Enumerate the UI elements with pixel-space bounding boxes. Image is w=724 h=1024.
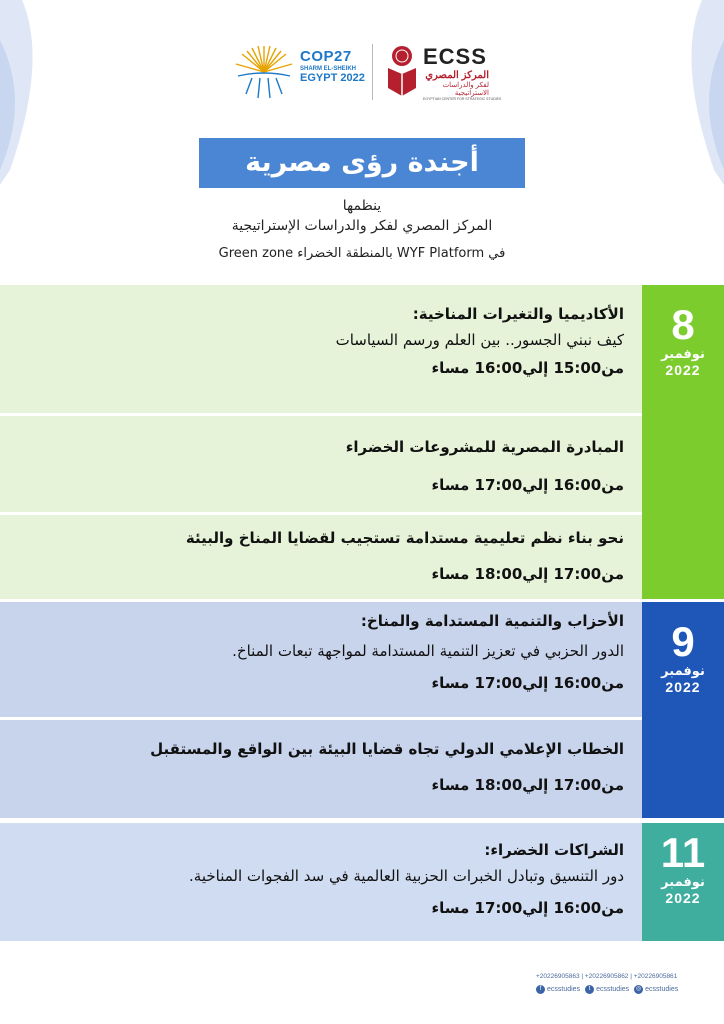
session-heading: الخطاب الإعلامي الدولي تجاه قضايا البيئة بين الواقع والمستقبل: [150, 740, 624, 758]
cop27-country-year: EGYPT 2022: [300, 72, 365, 84]
cop27-logo-text: [300, 48, 365, 84]
ecss-arabic-name: المركز المصري: [425, 70, 489, 81]
ecss-emblem-icon: [384, 44, 420, 98]
day-section-11: [0, 823, 724, 941]
session-time: من16:00 إلي17:00 مساء: [431, 476, 624, 494]
session-time: من17:00 إلي18:00 مساء: [431, 776, 624, 794]
ecss-arabic-subtitle: لفكر والدراسات الاستراتيجية: [442, 82, 489, 97]
date-year: 2022: [665, 679, 701, 695]
twitter-icon: t: [585, 985, 594, 994]
session-heading: الأكاديميا والتغيرات المناخية:: [412, 305, 624, 323]
twitter-link[interactable]: [585, 985, 629, 994]
twitter-handle: ecsstudies: [596, 986, 630, 993]
session-subtitle: الدور الحزبي في تعزيز التنمية المستدامة لمواجهة تبعات المناخ.: [232, 642, 624, 660]
facebook-icon: f: [536, 985, 545, 994]
session-heading: الأحزاب والتنمية المستدامة والمناخ:: [360, 612, 624, 630]
date-year: 2022: [665, 890, 701, 906]
session-item: [0, 285, 642, 413]
session-heading: نحو بناء نظم تعليمية مستدامة تستجيب لقضايا المناخ والبيئة: [185, 529, 624, 547]
date-column: [642, 602, 724, 818]
date-column: [642, 823, 724, 941]
session-heading: الشراكات الخضراء:: [484, 841, 624, 859]
session-subtitle: دور التنسيق وتبادل الخبرات الحزبية العالمية في سد الفجوات المناخية.: [189, 867, 624, 885]
session-item: [0, 602, 642, 717]
facebook-handle: ecsstudies: [547, 986, 581, 993]
ecss-logo-text: [423, 44, 501, 101]
ecss-english-name: EGYPTIAN CENTER FOR STRATEGIC STUDIES: [423, 97, 502, 101]
date-month: نوفمبر: [661, 347, 705, 362]
session-subtitle: كيف نبني الجسور.. بين العلم ورسم السياسات: [335, 331, 624, 349]
social-links: [536, 985, 702, 994]
header-logos: [0, 38, 724, 108]
date-day: 9: [671, 618, 695, 665]
logo-divider: [372, 44, 373, 100]
date-day: 8: [671, 301, 695, 348]
session-time: من15:00 إلي16:00 مساء: [431, 359, 624, 377]
day-section-9: [0, 602, 724, 818]
cop27-wordmark: COP27: [300, 48, 352, 65]
session-item: [0, 720, 642, 818]
organizer-venue: في WYF Platform بالمنطقة الخضراء Green zone: [218, 246, 506, 261]
contact-footer: [536, 973, 702, 994]
date-year: 2022: [665, 362, 701, 378]
session-item: [0, 823, 642, 941]
session-time: من16:00 إلي17:00 مساء: [431, 899, 624, 917]
organizer-name: المركز المصري لفكر والدراسات الإستراتيجية: [231, 218, 493, 234]
page-title: أجندة رؤى مصرية: [199, 138, 525, 188]
session-item: [0, 416, 642, 512]
instagram-handle: ecsstudies: [645, 986, 679, 993]
session-item: [0, 515, 642, 599]
phone-numbers: +20226905863 | +20226905862 | +20226905861: [536, 973, 678, 980]
session-time: من17:00 إلي18:00 مساء: [431, 565, 624, 583]
session-time: من16:00 إلي17:00 مساء: [431, 674, 624, 692]
instagram-link[interactable]: [634, 985, 678, 994]
session-heading: المبادرة المصرية للمشروعات الخضراء: [345, 438, 624, 456]
date-day: 11: [660, 829, 706, 876]
cop27-location: SHARM EL-SHEIKH: [300, 66, 357, 72]
facebook-link[interactable]: [536, 985, 580, 994]
ecss-wordmark: ECSS: [423, 44, 487, 69]
organizer-intro: ينظمها: [342, 198, 382, 214]
instagram-icon: ◎: [636, 986, 642, 992]
date-column: [642, 285, 724, 599]
date-month: نوفمبر: [661, 875, 705, 890]
date-month: نوفمبر: [661, 664, 705, 679]
day-section-8: [0, 285, 724, 599]
cop27-sun-icon: [232, 42, 296, 102]
